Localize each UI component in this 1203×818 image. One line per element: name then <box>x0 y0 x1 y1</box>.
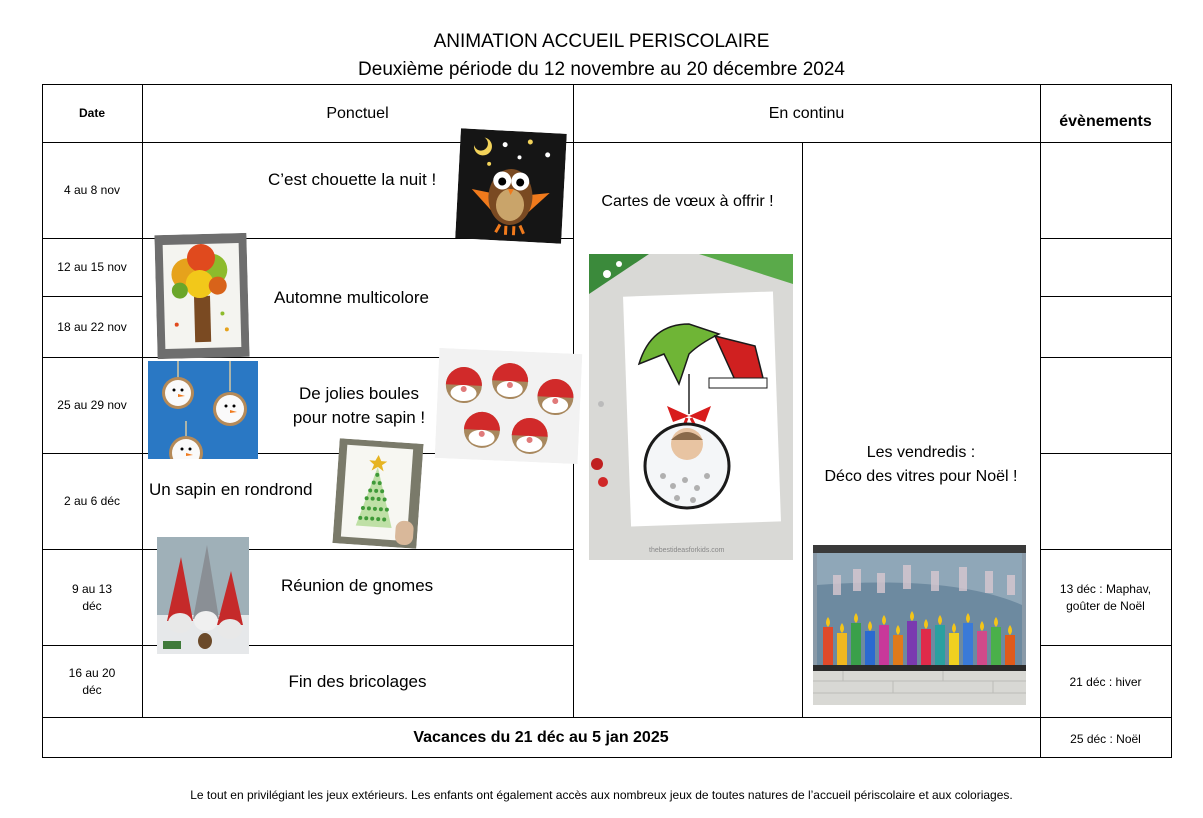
date-cell: déc <box>82 683 102 697</box>
grinch-card-image <box>589 254 793 560</box>
header-date: Date <box>78 106 105 120</box>
activity-automne: Automne multicolore <box>274 288 429 307</box>
image-watermark: thebestideasforkids.com <box>649 547 725 554</box>
header-continu: En continu <box>768 105 845 122</box>
vacances-row: Vacances du 21 déc au 5 jan 2025 <box>413 729 669 746</box>
date-cell: 25 au 29 nov <box>57 398 127 412</box>
activity-cartes: Cartes de vœux à offrir ! <box>601 193 774 210</box>
activity-boules-line1: De jolies boules <box>298 384 419 403</box>
autumn-tree-image <box>154 233 249 359</box>
activity-boules-line2: pour notre sapin ! <box>292 408 426 427</box>
date-cell: 18 au 22 nov <box>57 320 127 334</box>
date-cell: 4 au 8 nov <box>63 183 121 197</box>
page-title: ANIMATION ACCUEIL PERISCOLAIRE <box>433 31 770 52</box>
event-noel: 25 déc : Noël <box>1070 732 1141 746</box>
date-cell: 16 au 20 <box>68 666 116 680</box>
owl-craft-image <box>455 128 567 243</box>
activity-sapin: Un sapin en rondrond <box>149 480 313 499</box>
window-candles-image <box>813 545 1026 705</box>
snowman-ornaments-image <box>148 361 258 459</box>
activity-chouette: C’est chouette la nuit ! <box>268 170 437 189</box>
event-hiver: 21 déc : hiver <box>1069 675 1142 689</box>
santa-ornaments-image <box>435 348 583 464</box>
event-maphav-line1: 13 déc : Maphav, <box>1059 582 1152 596</box>
date-cell: déc <box>82 599 102 613</box>
date-cell: 12 au 15 nov <box>57 260 127 274</box>
footer-note: Le tout en privilégiant les jeux extérieurs. Les enfants ont également accès aux nombreux jeux de toutes natures de l’accueil périscolaire et aux coloriages. <box>190 788 1013 802</box>
activity-fin: Fin des bricolages <box>288 672 427 691</box>
event-maphav-line2: goûter de Noël <box>1066 599 1145 613</box>
header-evenements: évènements <box>1059 113 1152 130</box>
page-subtitle: Deuxième période du 12 novembre au 20 décembre 2024 <box>358 59 845 80</box>
activity-gnomes: Réunion de gnomes <box>281 576 434 595</box>
dotted-tree-card-image <box>332 438 423 549</box>
date-cell: 2 au 6 déc <box>63 494 121 508</box>
activity-vendredis-line1: Les vendredis : <box>866 444 976 461</box>
date-cell: 9 au 13 <box>71 582 113 596</box>
header-ponctuel: Ponctuel <box>326 105 389 122</box>
gnomes-image <box>157 537 249 654</box>
activity-vendredis-line2: Déco des vitres pour Noël ! <box>824 468 1018 485</box>
